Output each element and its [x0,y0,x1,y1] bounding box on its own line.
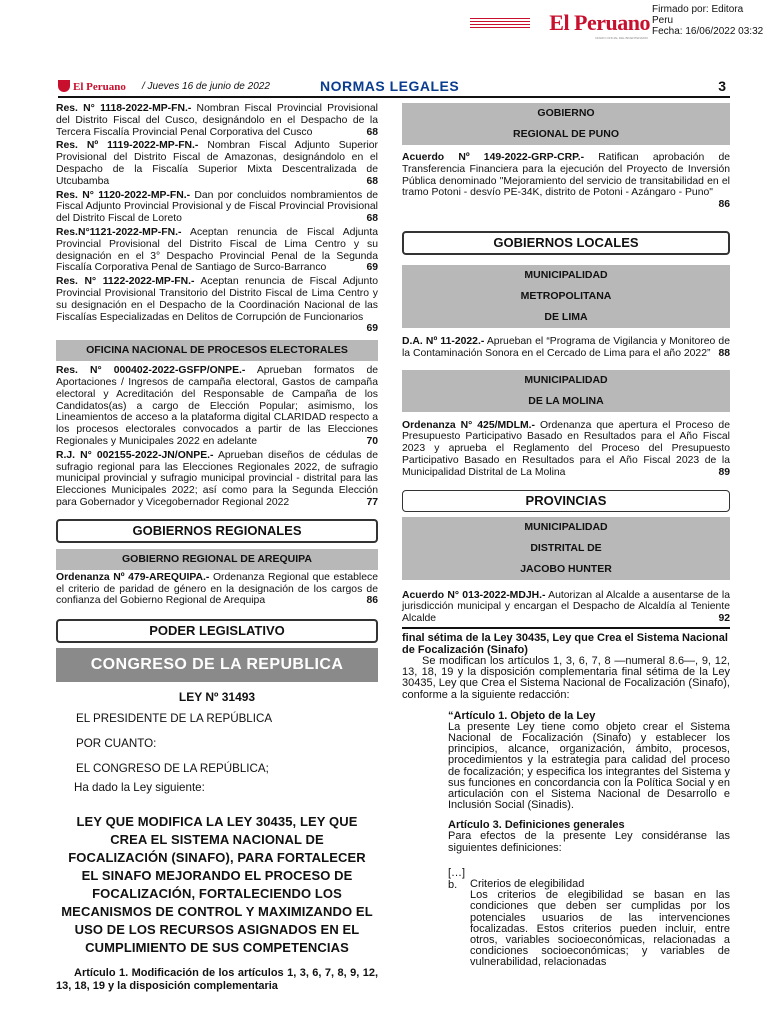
entry-code: D.A. Nº 11-2022.- [402,335,485,347]
definition-b [448,879,730,969]
presidente-line: EL PRESIDENTE DE LA REPÚBLICA [76,712,273,726]
section-title-gobiernos-regionales: GOBIERNOS REGIONALES [56,519,378,543]
section-box-label: MUNICIPALIDAD [524,268,608,281]
section-box-onpe [56,340,378,361]
quoted-article-1-heading: “Artículo 1. Objeto de la Ley [448,709,596,722]
entries-group-2 [56,365,378,509]
entry-code: Res. N° 1120-2022-MP-FN.- [56,189,191,201]
article-1-heading: Artículo 1. Modificación de los artículos 1, 3, 6, 7, 8, 9, 12, 13, 18, 19 y la disposición complementaria [56,967,378,992]
entry-page-number: 68 [366,175,378,187]
entry-text: Nombran Fiscal Adjunto Superior Provisional del Distrito Fiscal de Amazonas, designándolo en el Despacho de la Fiscalía Superior Mixta Descentralizada de Utcubamba [56,140,378,187]
entry-text: Autorizan al Alcalde a ausentarse de la jurisdicción municipal y encargan el Despacho de Alcaldía al Teniente Alcalde [402,589,730,625]
law-number: LEY Nº 31493 [178,690,256,705]
section-box-label: DE LA MOLINA [528,394,604,407]
entries-group-molina [402,420,730,479]
entries-group-3 [56,572,378,607]
entry-page-number: 89 [718,466,730,478]
index-entry [56,190,378,225]
definition-b-title: Criterios de elegibilidad [470,878,585,890]
section-box-arequipa [56,549,378,570]
section-box-label: METROPOLITANA [520,289,612,302]
entry-text: Aprueban formatos de Aportaciones / Ingresos de campaña electoral, Gastos de campaña electoral y Acreditación del Responsable de Campaña de los Candidatos(as) a cargo de Elección Popular; asimismo, los Lineamientos de acceso a la plataforma digital CLARIDAD respecto a los procesos electorales convocados a partir de las Elecciones Regionales y Municipales 2022 en adelante [56,365,378,447]
entry-code: Res. N° 000402-2022-GSFP/ONPE.- [56,365,246,377]
shield-icon [58,80,70,92]
entries-group-lima [402,336,730,360]
index-entry [402,420,730,479]
digital-signature [652,4,768,37]
section-title-provincias: PROVINCIAS [402,490,730,512]
index-entry [56,572,378,607]
entry-code: Ordenanza Nº 479-AREQUIPA.- [56,571,210,583]
quoted-article-3-heading: Artículo 3. Definiciones generales [448,819,625,832]
entry-text: Aprueban diseños de cédulas de sufragio regional para las Elecciones Regionales 2022, de sufragio municipal provincial y sufragio municipal provincial - distrital para las Elecciones Municipales 2022; así como para la Segunda Elección para Gobernador y Vicegobernador Regional 2022 [56,449,378,508]
entry-page-number: 68 [366,213,378,225]
continued-article-title: final sétima de la Ley 30435, Ley que Crea el Sistema Nacional de Focalización (Sinafo) [402,631,728,656]
entries-group-1 [56,103,378,335]
entry-page-number: 69 [366,323,378,335]
section-box-puno [402,103,730,145]
article-1-paragraph: Se modifican los artículos 1, 3, 6, 7, 8 —numeral 8.6—, 9, 12, 13, 18, 19 y la disposición complementaria final sétima de la Ley 30435, Ley que Crea el Sistema Nacional de Focalización (Sinafo), conforme a la siguiente redacción: [402,654,730,701]
ellipsis: […] [448,866,466,879]
entry-text: Dan por concluidos nombramientos de Fiscal Adjunto Provincial Provisional y de Fiscal Provincial Provisional del Distrito Fiscal de Loreto [56,189,379,225]
entry-code: Ordenanza N° 425/MDLM.- [402,419,536,431]
entries-group-puno [402,152,730,211]
quoted-article-3-text: Para efectos de la presente Ley considéranse las siguientes definiciones: [448,830,730,854]
header-date: / Jueves 16 de junio de 2022 [142,81,270,92]
left-column [56,103,378,992]
entry-code: Res. Nº 1119-2022-MP-FN.- [56,140,199,152]
entry-text: Ordenanza Regional que establece el criterio de paridad de género en la designación de los cargos de confianza del Gobierno Regional de Arequipa [56,571,378,607]
index-entry [56,103,378,138]
entry-page-number: 69 [366,262,378,274]
header-brand [58,80,126,93]
logo-stripes [470,18,530,30]
logo-wordmark: El Peruano [549,10,650,35]
dado-line: Ha dado la Ley siguiente: [74,781,205,795]
section-box-label: MUNICIPALIDAD [524,373,608,386]
signature-line-1: Firmado por: Editora [652,4,744,15]
law-title: LEY QUE MODIFICA LA LEY 30435, LEY QUE CREA EL SISTEMA NACIONAL DE FOCALIZACIÓN (SINAFO), PARA FORTALECER EL SINAFO MEJORANDO EL PROCESO DE FOCALIZACIÓN, FORTALECIENDO LOS MECANISMOS DE CONTROL Y MAXIMIZANDO EL USO DE LOS RECURSOS ASIGNADOS EN EL CUMPLIMIENTO DE SUS COMPETENCIAS [61,814,373,956]
signature-line-3: Fecha: 16/06/2022 03:32 [652,26,764,37]
section-box-molina [402,370,730,412]
entry-code: Res.N°1121-2022-MP-FN.- [56,226,182,238]
index-entry [56,450,378,509]
index-entry [402,590,730,625]
section-box-jacobo-hunter [402,517,730,580]
entry-text: Aprueban el “Programa de Vigilancia y Monitoreo de la Contaminación Sonora en el Cercado de Lima para el año 2022” [402,335,730,359]
page-title: NORMAS LEGALES [320,78,460,94]
page-header [58,78,730,98]
index-entry [402,152,730,211]
definition-b-text: Los criterios de elegibilidad se basan en las condiciones que deben ser cumplidas por los potenciales usuarios de las intervenciones focalizadas. Estos criterios pueden incluir, entre otros, variables socioeconómicas, relacionadas a condiciones socioeconómicas; y variables de vulnerabilidad, relacionadas [470,889,730,969]
entry-page-number: 70 [366,435,378,447]
congreso-banner: CONGRESO DE LA REPUBLICA [56,648,378,682]
index-entry [402,336,730,360]
section-box-label: JACOBO HUNTER [520,562,612,575]
entry-code: Acuerdo N° 013-2022-MDJH.- [402,589,546,601]
entry-code: Res. N° 1122-2022-MP-FN.- [56,276,195,288]
quoted-article-1-text: La presente Ley tiene como objeto crear el Sistema Nacional de Focalización (Sinafo) y establecer los principios, alcance, organización, ámbito, procesos, procedimientos y la estrategia para calidad del proceso de focalización; y especifica los integrantes del Sistema y sus funciones en concordancia con la Política Social y en articulación con el Sistema Nacional de Desarrollo e Inclusión Social (Sinadis). [448,720,730,812]
section-box-label: MUNICIPALIDAD [524,520,608,533]
por-cuanto-line: POR CUANTO: [76,737,157,751]
entry-text: Aceptan renuncia de Fiscal Adjunta Provincial Provisional del Distrito Fiscal de Lima Centro y su designación en el 3° Despacho Provincial Penal de la Segunda Fiscalía Corporativa Penal de Santiago de Surco-Barranco [56,226,378,274]
definition-b-label: b. [448,879,458,891]
entry-page-number: 92 [718,613,730,625]
entry-code: R.J. N° 002155-2022-JN/ONPE.- [56,449,214,461]
entry-code: Res. N° 1118-2022-MP-FN.- [56,103,192,114]
el-peruano-logo [470,6,650,42]
entries-group-hunter [402,590,730,625]
section-box-label: GOBIERNO [537,107,595,119]
index-entry [56,227,378,274]
right-column [402,103,730,969]
index-entry [56,276,378,335]
entry-page-number: 86 [366,595,378,607]
section-title-gobiernos-locales: GOBIERNOS LOCALES [402,231,730,255]
congreso-line: EL CONGRESO DE LA REPÚBLICA; [76,762,269,776]
section-box-label: GOBIERNO REGIONAL DE AREQUIPA [122,552,312,565]
section-box-lima [402,265,730,328]
section-title-poder-legislativo: PODER LEGISLATIVO [56,619,378,643]
section-box-label: REGIONAL DE PUNO [513,128,619,140]
page-number: 3 [718,78,726,94]
entry-page-number: 86 [718,199,730,211]
entry-text: Ratifican aprobación de Transferencia Financiera para la ejecución del Proyecto de Inversión Pública denominado "Mejoramiento del servicio de transitabilidad en el tramo Potoni - desvío PE-34K, distrito de Potoni - Azángaro - Puno" [402,152,731,199]
section-box-label: DISTRITAL DE [530,541,602,554]
entry-page-number: 77 [366,496,378,508]
section-box-label: OFICINA NACIONAL DE PROCESOS ELECTORALES [86,344,348,357]
signature-line-2: Peru [652,15,674,26]
entry-text: Ordenanza que apertura el Proceso de Presupuesto Participativo Basado en Resultados para el Año Fiscal 2023 y aprueba el Reglamento del Proceso del Presupuesto Participativo Basado en Resultados para el Año Fiscal 2023 de la Municipalidad Distrital de La Molina [402,419,730,478]
quoted-text [448,710,730,969]
logo-tagline: DIARIO OFICIAL DEL BICENTENARIO [595,36,648,40]
header-brand-text: El Peruano [73,81,126,93]
section-box-label: DE LIMA [544,310,588,323]
entry-page-number: 68 [366,126,378,138]
index-entry [56,365,378,448]
index-entry [56,140,378,187]
law-body [402,627,730,969]
entry-page-number: 88 [718,347,730,359]
entry-code: Acuerdo Nº 149-2022-GRP-CRP.- [402,152,585,163]
entry-text: Nombran Fiscal Provincial Provisional del Distrito Fiscal del Cusco, designándolo en el Despacho de la Tercera Fiscalía Provincial Penal Corporativa del Cusco [56,103,378,138]
entry-text: Aceptan renuncia de Fiscal Adjunto Provincial Provisional Transitorio del Distrito Fiscal de Lima Centro y su designación en el Despacho de la Coordinación Nacional de las Fiscalías Especializadas en Delitos de Corrupción de Funcionarios [56,276,378,323]
